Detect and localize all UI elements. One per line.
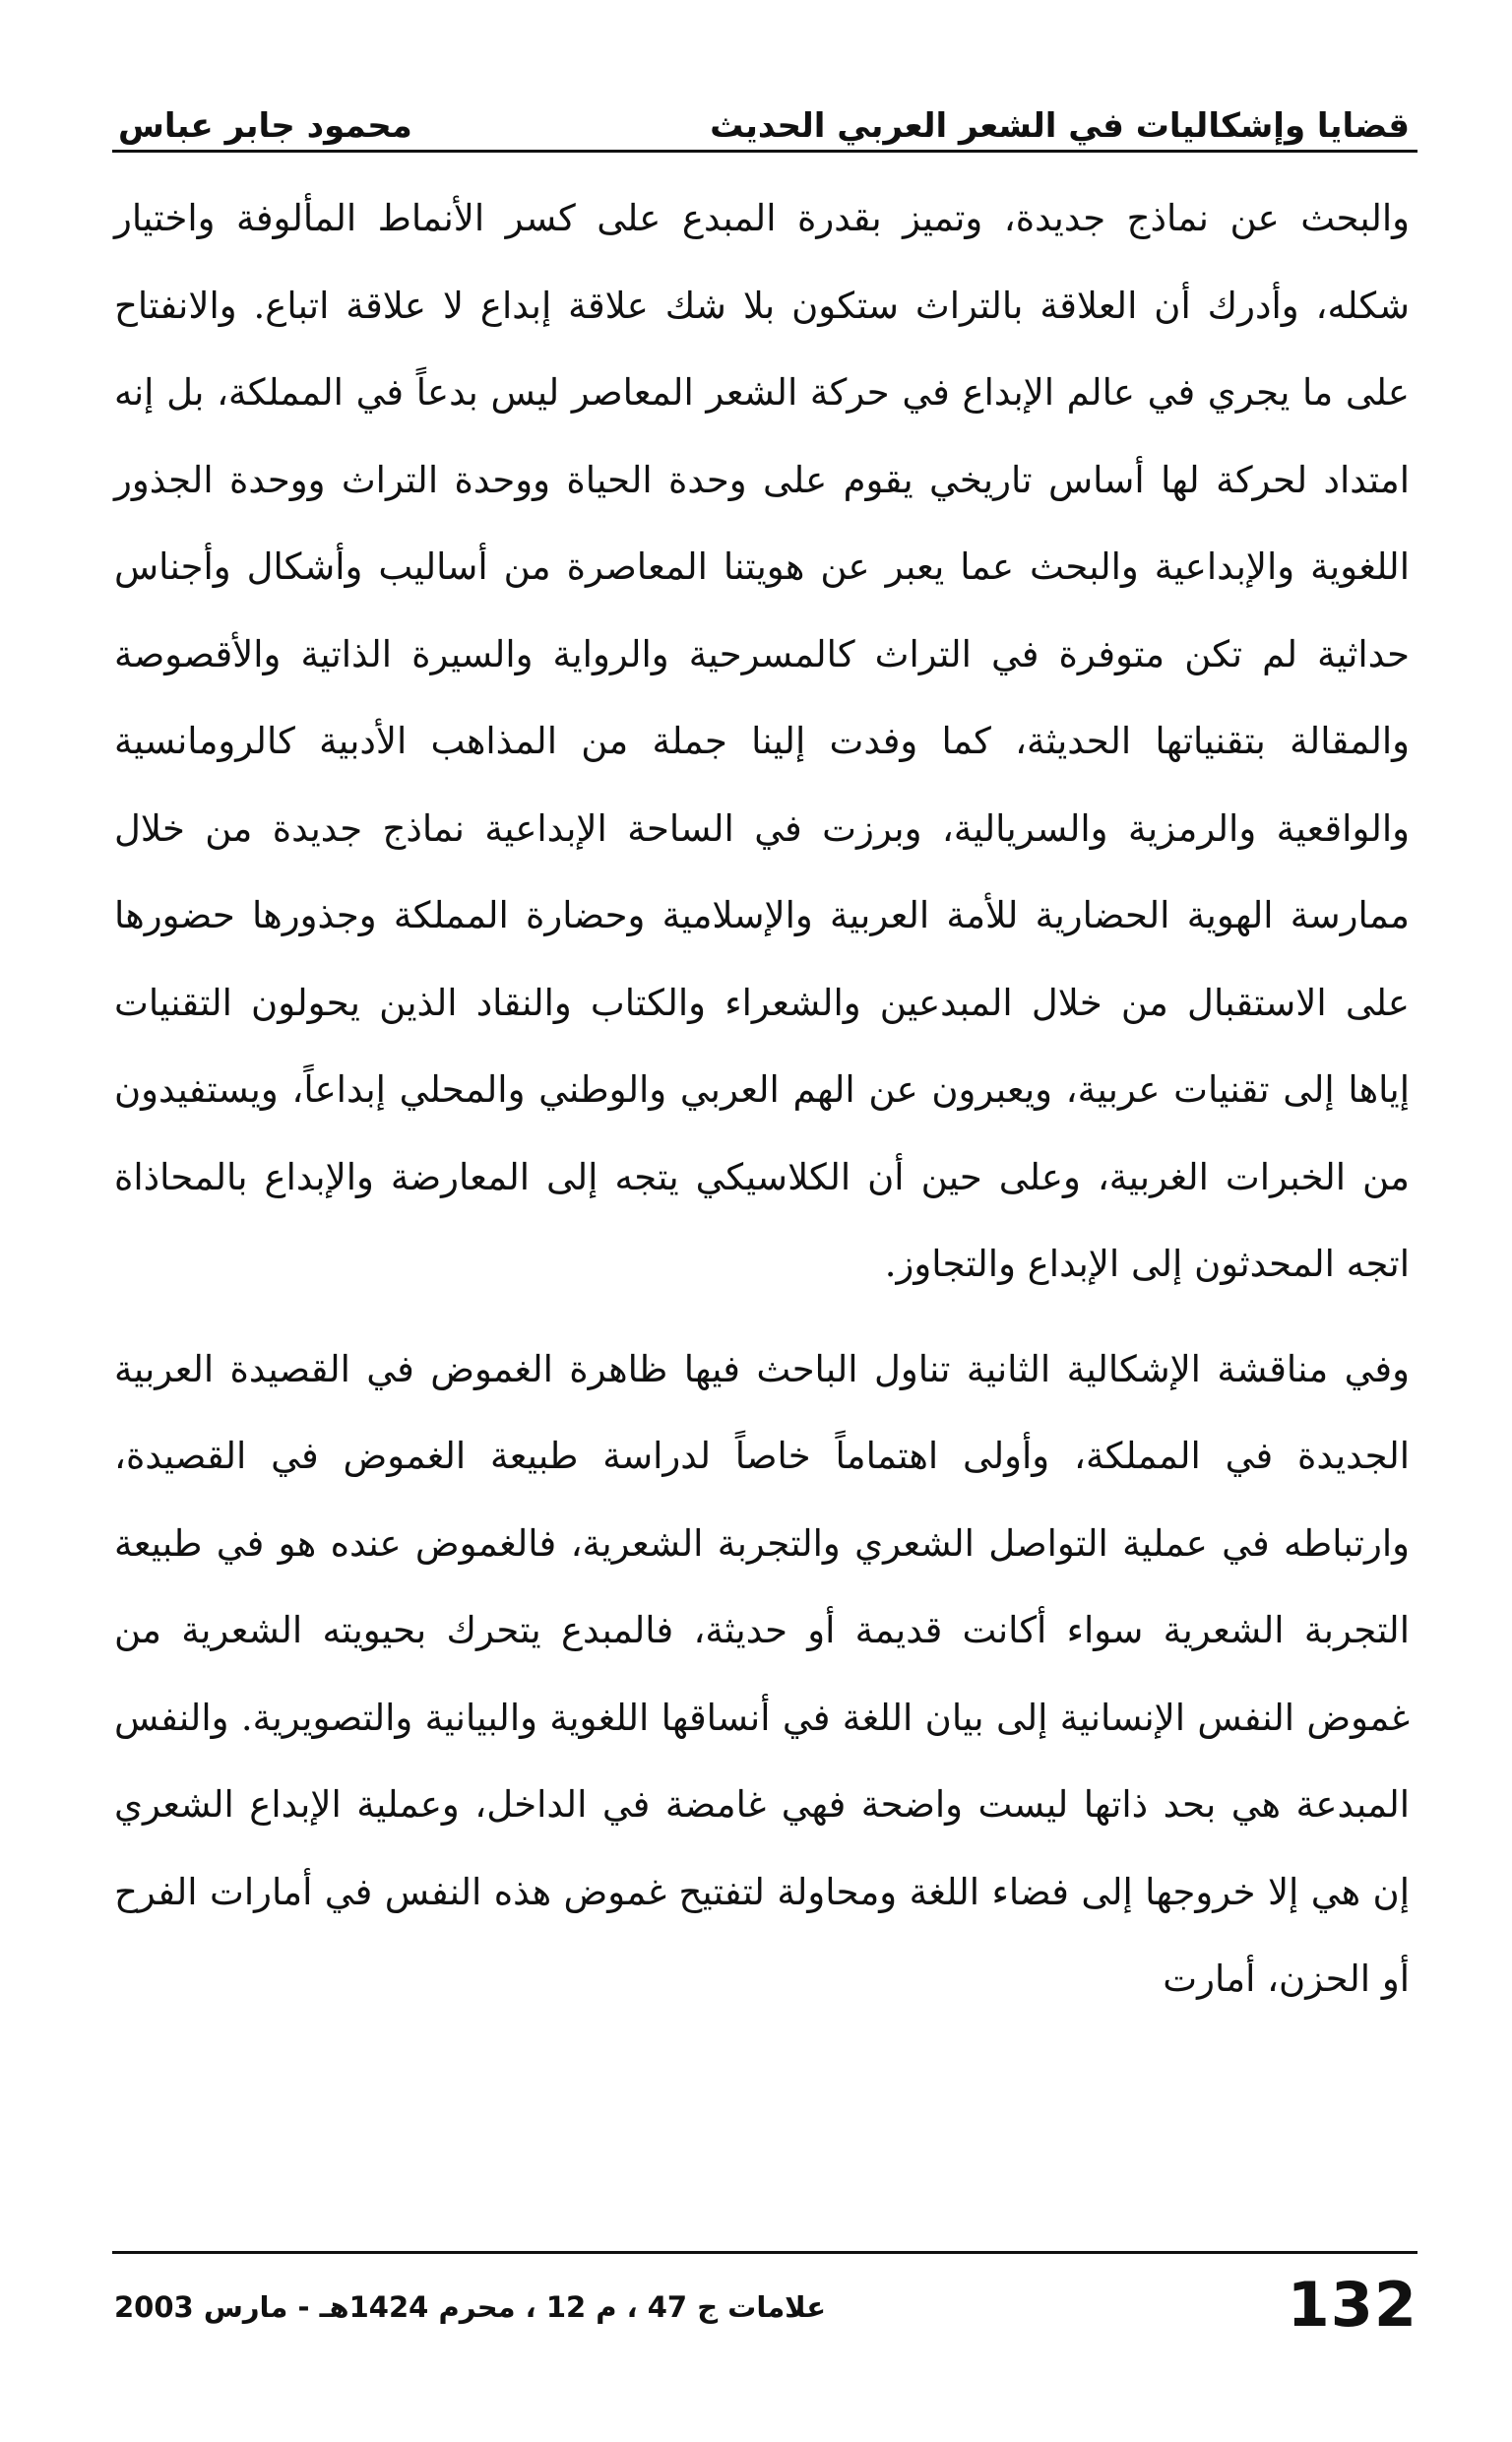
page-number: 132: [1287, 2269, 1418, 2341]
paragraph: والبحث عن نماذج جديدة، وتميز بقدرة المبدع على كسر الأنماط المألوفة واختيار شكله، وأدرك أن العلاقة بالتراث ستكون بلا شك علاقة إبداع لا علاقة اتباع. والانفتاح على ما يجري في عالم الإبداع في حركة الشعر المعاصر ليس بدعاً في المملكة، بل إنه امتداد لحركة لها أساس تاريخي يقوم على وحدة الحياة ووحدة التراث ووحدة الجذور اللغوية والإبداعية والبحث عما يعبر عن هويتنا المعاصرة من أساليب وأشكال وأجناس حداثية لم تكن متوفرة في التراث كالمسرحية والرواية والسيرة الذاتية والأقصوصة والمقالة بتقنياتها الحديثة، كما وفدت إلينا جملة من المذاهب الأدبية كالرومانسية والواقعية والرمزية والسريالية، وبرزت في الساحة الإبداعية نماذج جديدة من خلال ممارسة الهوية الحضارية للأمة العربية والإسلامية وحضارة المملكة وجذورها حضورها على الاستقبال من خلال المبدعين والشعراء والكتاب والنقاد الذين يحولون التقنيات إياها إلى تقنيات عربية، ويعبرون عن الهم العربي والوطني والمحلي إبداعاً، ويستفيدون من الخبرات الغربية، وعلى حين أن الكلاسيكي يتجه إلى المعارضة والإبداع بالمحاذاة اتجه المحدثون إلى الإبداع والتجاوز.: [114, 197, 1410, 1285]
page-footer: [112, 2265, 1418, 2363]
header-divider: [112, 150, 1418, 153]
footer-divider: [112, 2251, 1418, 2254]
paragraph: وفي مناقشة الإشكالية الثانية تناول الباحث فيها ظاهرة الغموض في القصيدة العربية الجديدة في المملكة، وأولى اهتماماً خاصاً لدراسة طبيعة الغموض في القصيدة، وارتباطه في عملية التواصل الشعري والتجربة الشعرية، فالغموض عنده هو في طبيعة التجربة الشعرية سواء أكانت قديمة أو حديثة، فالمبدع يتحرك بحيويته الشعرية من غموض النفس الإنسانية إلى بيان اللغة في أنساقها اللغوية والبيانية والتصويرية. والنفس المبدعة هي بحد ذاتها ليست واضحة فهي غامضة في الداخل، وعملية الإبداع الشعري إن هي إلا خروجها إلى فضاء اللغة ومحاولة لتفتيح غموض هذه النفس في أمارات الفرح أو الحزن، أمارت: [114, 1347, 1410, 2000]
body-text: [114, 175, 1410, 2024]
header-book-title: قضايا وإشكاليات في الشعر العربي الحديث: [710, 106, 1410, 146]
header-author: محمود جابر عباس: [118, 106, 412, 146]
running-header: [118, 67, 1410, 146]
journal-citation: علامات ج 47 ، م 12 ، محرم 1424هـ - مارس 2003: [114, 2290, 827, 2324]
